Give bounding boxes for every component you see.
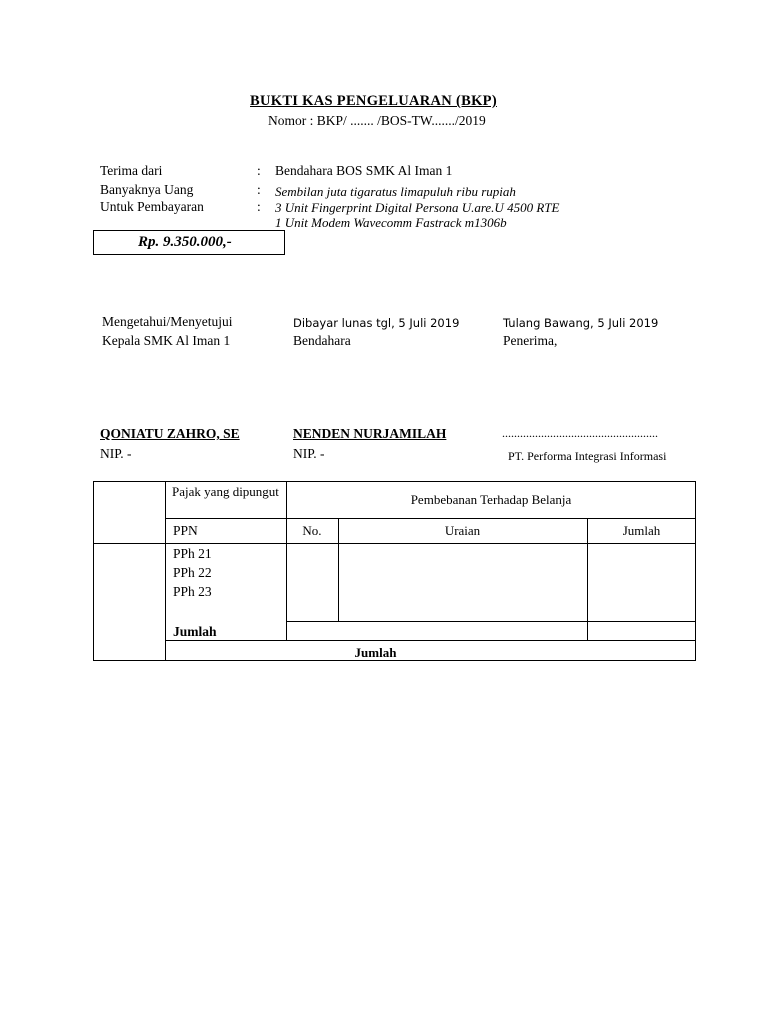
field-colon: : — [257, 182, 261, 197]
place-date: Tulang Bawang, 5 Juli 2019 — [503, 316, 659, 330]
field-value-untuk-pembayaran: 3 Unit Fingerprint Digital Persona U.are.U 4500 RTE — [275, 200, 560, 215]
field-value-banyaknya-uang: Sembilan juta tigaratus limapuluh ribu rupiah — [275, 184, 516, 199]
approver-title: Kepala SMK Al Iman 1 — [102, 333, 231, 348]
treasurer-title: Bendahara — [293, 333, 351, 348]
tax-total-label: Jumlah — [173, 624, 217, 639]
amount-value: Rp. 9.350.000,- — [138, 234, 232, 250]
grand-total-label: Jumlah — [354, 645, 397, 660]
tax-pph21: PPh 21 — [173, 546, 212, 561]
field-colon: : — [257, 199, 261, 214]
col-header-no: No. — [302, 523, 322, 538]
table-col-divider-1 — [165, 481, 166, 661]
tax-ppn: PPN — [173, 523, 198, 538]
tax-pph22: PPh 22 — [173, 565, 212, 580]
table-border-top — [93, 481, 696, 482]
field-value-terima-dari: Bendahara BOS SMK Al Iman 1 — [275, 163, 453, 178]
amount-box — [93, 230, 285, 255]
field-label-untuk-pembayaran: Untuk Pembayaran — [100, 199, 204, 214]
tax-header: Pajak yang dipungut — [172, 484, 279, 499]
recipient-title: Penerima, — [503, 333, 558, 348]
field-value-pembayaran-line2: 1 Unit Modem Wavecomm Fastrack m1306b — [275, 215, 507, 230]
col-header-jumlah: Jumlah — [622, 523, 661, 538]
recipient-company: PT. Performa Integrasi Informasi — [508, 449, 667, 463]
field-label-banyaknya-uang: Banyaknya Uang — [100, 182, 194, 197]
treasurer-nip: NIP. - — [293, 446, 325, 461]
approver-nip: NIP. - — [100, 446, 132, 461]
field-label-terima-dari: Terima dari — [100, 163, 163, 178]
document-title: BUKTI KAS PENGELUARAN (BKP) — [250, 93, 497, 109]
paid-date: Dibayar lunas tgl, 5 Juli 2019 — [293, 316, 460, 330]
recipient-signature-line: .................................................... — [502, 426, 658, 440]
tax-pph23: PPh 23 — [173, 584, 212, 599]
table-header-divider — [165, 518, 696, 519]
table-total-divider — [165, 640, 696, 641]
treasurer-name: NENDEN NURJAMILAH — [293, 426, 447, 441]
table-border-right — [695, 481, 696, 661]
table-border-left — [93, 481, 94, 661]
document-number: Nomor : BKP/ ....... /BOS-TW......./2019 — [268, 113, 486, 128]
table-body-divider — [286, 621, 696, 622]
expense-header: Pembebanan Terhadap Belanja — [410, 492, 572, 507]
field-colon: : — [257, 163, 261, 178]
col-header-uraian: Uraian — [444, 523, 481, 538]
approver-role: Mengetahui/Menyetujui — [102, 314, 233, 329]
approver-name: QONIATU ZAHRO, SE — [100, 426, 240, 441]
table-subheader-divider — [93, 543, 696, 544]
